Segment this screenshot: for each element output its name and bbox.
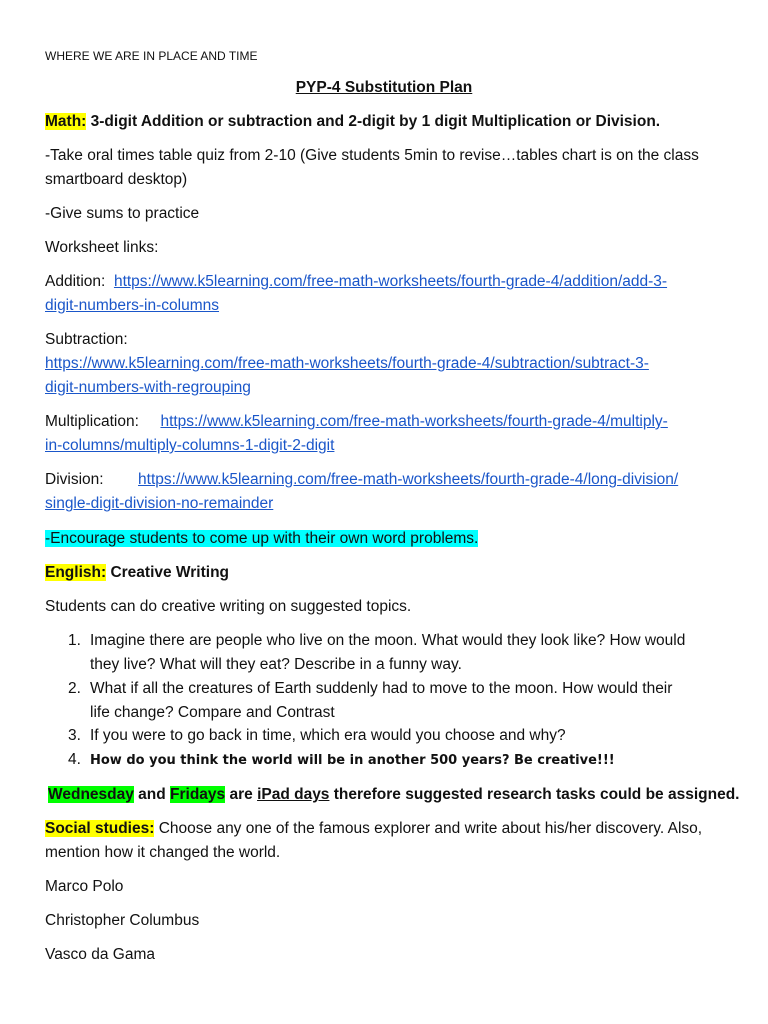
division-link-cont[interactable]: single-digit-division-no-remainder — [45, 495, 274, 512]
are-text: are — [225, 786, 258, 803]
topic-2-line-2: life change? Compare and Contrast — [90, 704, 335, 721]
ipad-rest-text: therefore suggested research tasks could be assigned. — [329, 786, 740, 803]
social-studies-text: Choose any one of the famous explorer and write about his/her discovery. Also, — [154, 820, 703, 837]
division-row — [45, 469, 678, 491]
subtraction-link-cont[interactable]: digit-numbers-with-regrouping — [45, 379, 251, 396]
quiz-line-1: -Take oral times table quiz from 2-10 (Give students 5min to revise…tables chart is on the class — [45, 147, 699, 164]
topic-1-line-1: Imagine there are people who live on the moon. What would they look like? How would — [90, 632, 686, 649]
multiplication-row — [45, 411, 668, 433]
division-label: Division: — [45, 471, 104, 488]
sums-line: -Give sums to practice — [45, 205, 200, 222]
social-studies-label: Social studies: — [45, 820, 155, 837]
page-title: PYP-4 Substitution Plan — [295, 79, 473, 96]
social-studies-line-1 — [45, 818, 702, 840]
english-heading — [45, 562, 229, 584]
topic-4-line-1: How do you think the world will be in another 500 years? Be creative!!! — [90, 753, 615, 768]
math-label: Math: — [45, 113, 87, 130]
english-heading-text: Creative Writing — [106, 564, 230, 581]
ipad-days-label: iPad days — [257, 786, 330, 803]
topic-3-line-1: If you were to go back in time, which era would you choose and why? — [90, 727, 566, 744]
list-number: 4. — [68, 751, 81, 768]
quiz-line-2: smartboard desktop) — [45, 171, 188, 188]
fridays-label: Fridays — [170, 786, 226, 803]
english-label: English: — [45, 564, 107, 581]
and-text: and — [133, 786, 171, 803]
addition-label: Addition: — [45, 273, 106, 290]
english-intro: Students can do creative writing on suggested topics. — [45, 598, 412, 615]
addition-link-cont[interactable]: digit-numbers-in-columns — [45, 297, 220, 314]
math-heading-text: 3-digit Addition or subtraction and 2-digit by 1 digit Multiplication or Division. — [86, 113, 661, 130]
topic-2-line-1: What if all the creatures of Earth suddenly had to move to the moon. How would their — [90, 680, 673, 697]
subtraction-label: Subtraction: — [45, 331, 128, 348]
addition-row — [45, 271, 667, 293]
worksheet-links-label: Worksheet links: — [45, 239, 159, 256]
ipad-days-line — [48, 784, 739, 806]
list-number: 3. — [68, 727, 81, 744]
explorer-christopher-columbus: Christopher Columbus — [45, 912, 200, 929]
social-studies-line-2: mention how it changed the world. — [45, 844, 281, 861]
unit-header: WHERE WE ARE IN PLACE AND TIME — [45, 49, 258, 63]
multiplication-label: Multiplication: — [45, 413, 139, 430]
encourage-line: -Encourage students to come up with their own word problems. — [45, 530, 479, 547]
topic-1-line-2: they live? What will they eat? Describe in a funny way. — [90, 656, 462, 673]
explorer-marco-polo: Marco Polo — [45, 878, 124, 895]
explorer-vasco-da-gama: Vasco da Gama — [45, 946, 155, 963]
math-heading — [45, 111, 660, 133]
wednesday-label: Wednesday — [48, 786, 134, 803]
addition-link[interactable]: https://www.k5learning.com/free-math-worksheets/fourth-grade-4/addition/add-3- — [113, 273, 668, 290]
multiplication-link-cont[interactable]: in-columns/multiply-columns-1-digit-2-digit — [45, 437, 335, 454]
subtraction-link[interactable]: https://www.k5learning.com/free-math-worksheets/fourth-grade-4/subtraction/subtract-3- — [45, 355, 649, 372]
list-number: 2. — [68, 680, 81, 697]
multiplication-link[interactable]: https://www.k5learning.com/free-math-worksheets/fourth-grade-4/multiply- — [160, 413, 668, 430]
division-link[interactable]: https://www.k5learning.com/free-math-worksheets/fourth-grade-4/long-division/ — [138, 471, 679, 488]
list-number: 1. — [68, 632, 81, 649]
